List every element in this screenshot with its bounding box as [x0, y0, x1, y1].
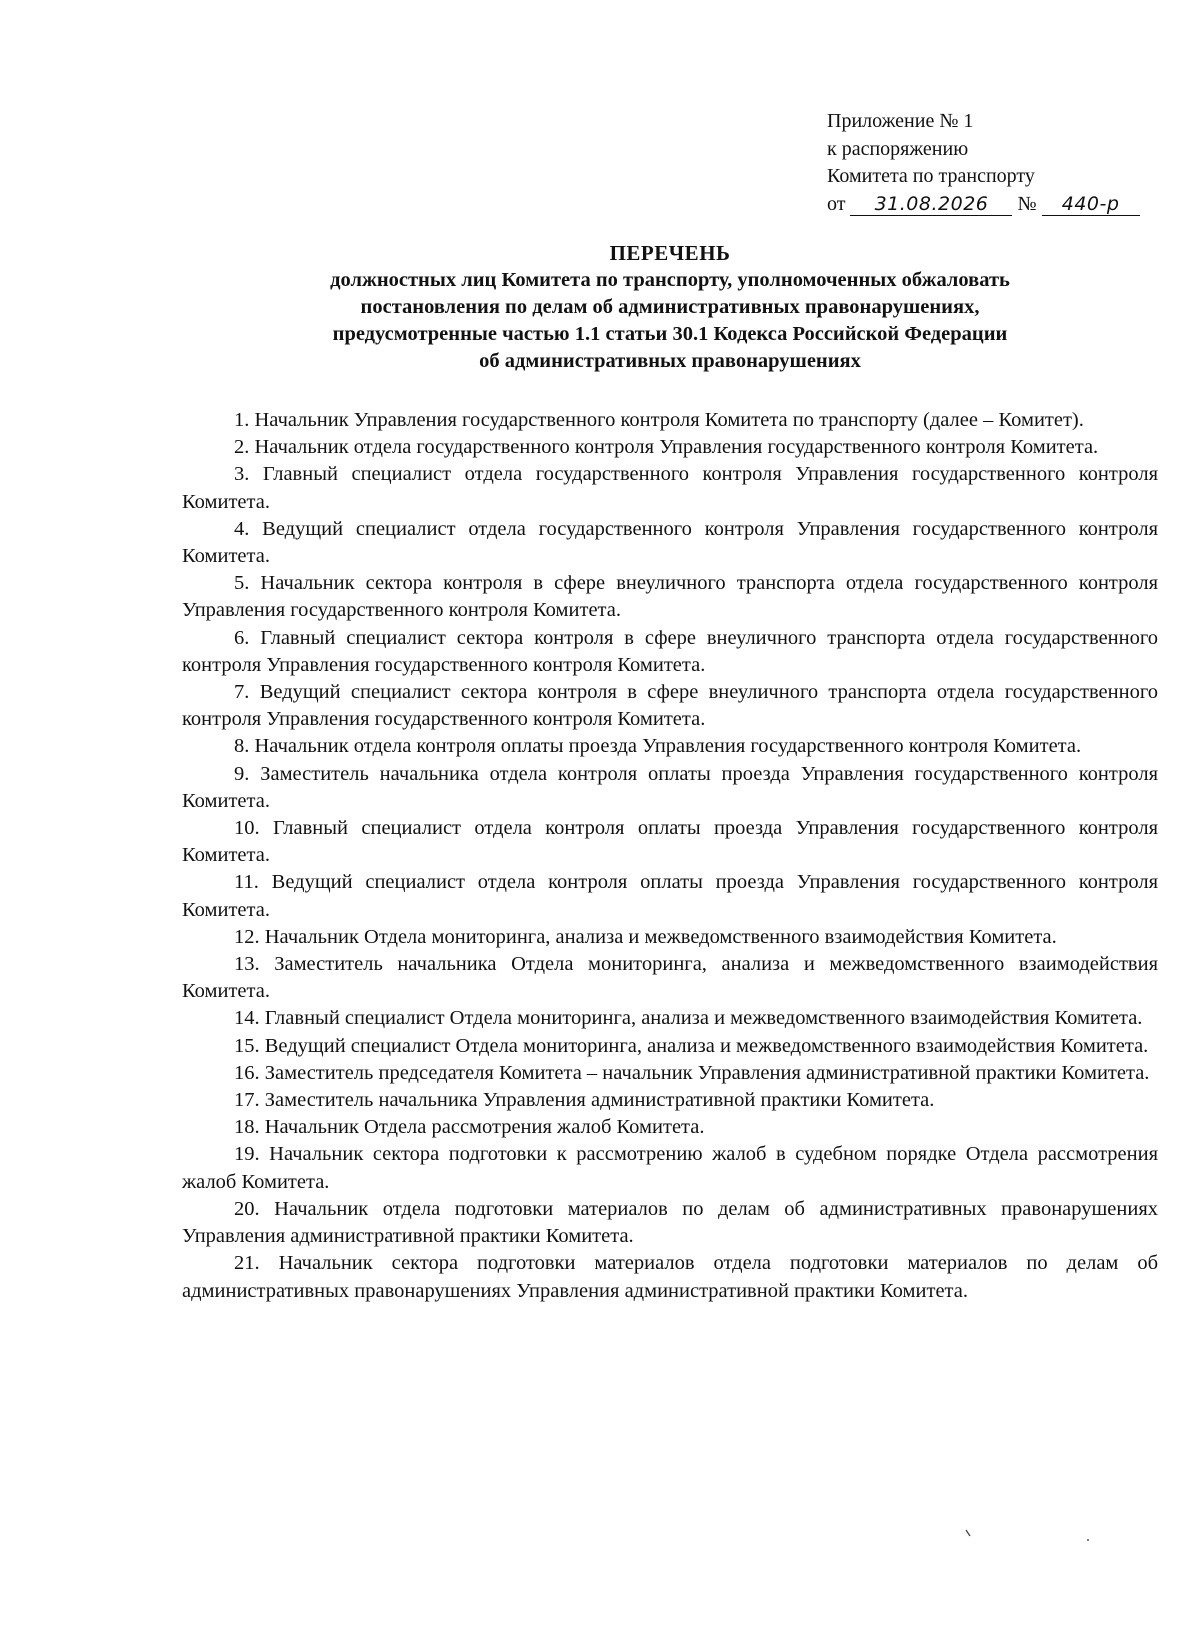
list-item-text: Заместитель начальника отдела контроля оплаты проезда Управления государственного контроля Комитета.	[182, 762, 1158, 812]
list-item-number: 21.	[234, 1252, 260, 1275]
appendix-line-1: Приложение № 1	[827, 110, 974, 132]
title-line-3: предусмотренные частью 1.1 статьи 30.1 Кодекса Российской Федерации	[332, 323, 1008, 345]
list-item-number: 2.	[234, 436, 250, 459]
list-item-number: 13.	[234, 953, 260, 976]
list-item-number: 16.	[234, 1061, 260, 1084]
scan-speck	[1087, 1539, 1089, 1541]
list-item-number: 4.	[234, 517, 250, 540]
title-heading: ПЕРЕЧЕНЬ	[609, 241, 731, 265]
list-item-text: Начальник отдела подготовки материалов по делам об административных правонарушениях Управления административной практики Комитета.	[182, 1197, 1158, 1248]
title-line-2: постановления по делам об административных правонарушениях,	[360, 296, 980, 318]
scan-speck	[966, 1530, 970, 1536]
list-item-text: Начальник Отдела рассмотрения жалоб Комитета.	[264, 1116, 705, 1139]
list-item-text: Главный специалист отдела государственного контроля Управления государственного контроля Комитета.	[182, 463, 1158, 513]
list-item-number: 18.	[234, 1116, 260, 1139]
list-item-number: 7.	[234, 681, 250, 704]
list-item-number: 1.	[234, 409, 250, 431]
list-item-number: 20.	[234, 1197, 260, 1220]
list-item-text: Начальник отдела государственного контроля Управления государственного контроля Комитета.	[254, 436, 1099, 459]
title-line-1: должностных лиц Комитета по транспорту, уполномоченных обжаловать	[330, 269, 1010, 291]
list-item-text: Главный специалист Отдела мониторинга, анализа и межведомственного взаимодействия Комитета.	[264, 1007, 1143, 1030]
list-item-text: Ведущий специалист отдела контроля оплаты проезда Управления государственного контроля Комитета.	[182, 871, 1159, 921]
list-item-number: 8.	[234, 735, 250, 758]
list-item-text: Начальник Управления государственного контроля Комитета по транспорту (далее – Комитет).	[254, 409, 1084, 431]
list-item-text: Начальник сектора подготовки к рассмотрению жалоб в судебном порядке Отдела рассмотрения жалоб Комитета.	[182, 1143, 1159, 1193]
list-item-text: Начальник сектора подготовки материалов отдела подготовки материалов по делам об административных правонарушениях Управления административной практики Комитета.	[182, 1252, 1158, 1302]
number-prefix: №	[1017, 192, 1037, 215]
list-item-text: Ведущий специалист сектора контроля в сфере внеуличного транспорта отдела государственного контроля Управления государственного контроля Комитета.	[182, 681, 1158, 731]
list-item-number: 17.	[234, 1089, 260, 1112]
list-item-text: Ведущий специалист отдела государственного контроля Управления государственного контроля Комитета.	[182, 517, 1158, 568]
list-item-number: 15.	[234, 1034, 260, 1057]
list-item-text: Заместитель начальника Отдела мониторинга, анализа и межведомственного взаимодействия Комитета.	[182, 953, 1158, 1003]
list-item-number: 6.	[234, 626, 250, 649]
list-item-text: Главный специалист сектора контроля в сфере внеуличного транспорта отдела государственного контроля Управления государственного контроля Комитета.	[182, 626, 1159, 676]
list-item-text: Главный специалист отдела контроля оплаты проезда Управления государственного контроля Комитета.	[182, 817, 1158, 867]
list-item-text: Начальник сектора контроля в сфере внеуличного транспорта отдела государственного контроля Управления государственного контроля Комитета.	[182, 572, 1159, 622]
list-item-number: 11.	[234, 871, 259, 894]
appendix-line-3: Комитета по транспорту	[827, 165, 1035, 187]
list-item-number: 10.	[234, 817, 260, 840]
list-item-text: Ведущий специалист Отдела мониторинга, анализа и межведомственного взаимодействия Комитета.	[264, 1034, 1149, 1057]
handwritten-number: 440-р	[1042, 193, 1140, 216]
appendix-line-2: к распоряжению	[827, 137, 969, 160]
list-item-text: Заместитель начальника Управления административной практики Комитета.	[264, 1089, 935, 1112]
list-item-number: 5.	[234, 572, 250, 595]
list-item-number: 3.	[234, 463, 250, 486]
list-item-text: Заместитель председателя Комитета – начальник Управления административной практики Комитета.	[264, 1061, 1150, 1084]
list-item-text: Начальник отдела контроля оплаты проезда Управления государственного контроля Комитета.	[254, 735, 1082, 758]
list-item-number: 12.	[234, 925, 260, 948]
list-item-number: 14.	[234, 1007, 260, 1030]
title-line-4: об административных правонарушениях	[479, 350, 861, 372]
list-item-number: 19.	[234, 1143, 260, 1166]
date-prefix: от	[827, 192, 846, 215]
list-item-number: 9.	[234, 762, 250, 785]
list-item-text: Начальник Отдела мониторинга, анализа и межведомственного взаимодействия Комитета.	[264, 925, 1057, 948]
handwritten-date: 31.08.2026	[850, 193, 1012, 216]
